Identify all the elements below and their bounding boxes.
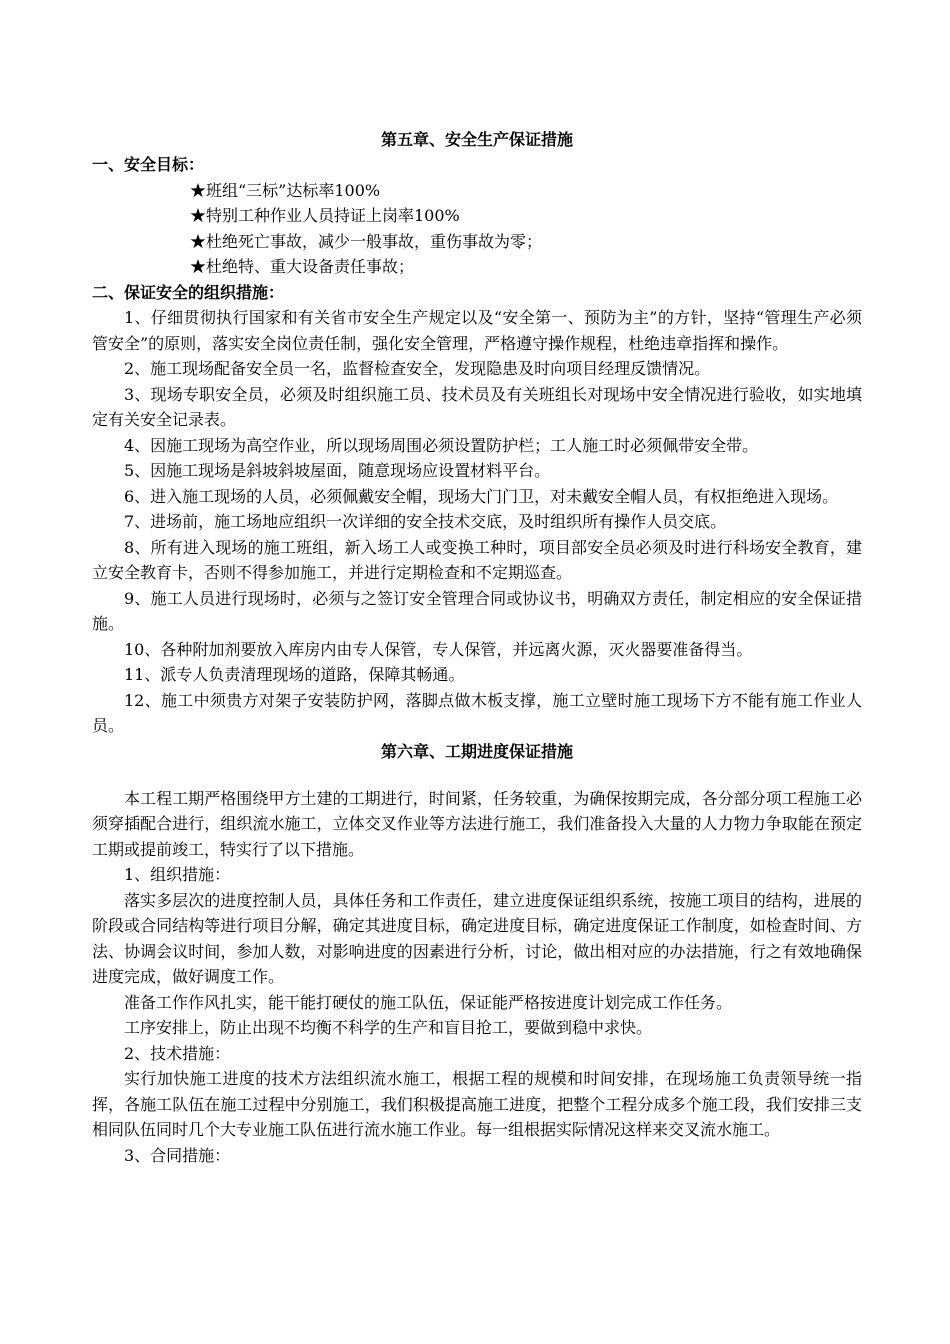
spacer (92, 764, 862, 786)
section-organization-measures-title: 二、保证安全的组织措施： (92, 282, 285, 302)
measure-item: 9、施工人员进行现场时，必须与之签订安全管理合同或协议书，明确双方责任，制定相应的安全保证措施。 (92, 588, 862, 633)
measure-item: 4、因施工现场为高空作业，所以现场周围必须设置防护栏；工人施工时必须佩带安全带。 (124, 435, 759, 455)
section-safety-targets-title: 一、安全目标： (92, 155, 205, 174)
target-item: ★杜绝死亡事故，减少一般事故，重伤事故为零； (190, 231, 543, 251)
measure-item: 10、各种附加剂要放入库房内由专人保管，专人保管，并远离火源，灭火器要准备得当。 (124, 639, 753, 659)
measure-item: 5、因施工现场是斜坡斜坡屋面，随意现场应设置材料平台。 (124, 461, 551, 480)
target-item: ★杜绝特、重大设备责任事故； (190, 257, 415, 276)
organization-paragraph: 工序安排上，防止出现不均衡不科学的生产和盲目抢工，要做到稳中求快。 (124, 1018, 653, 1037)
target-item: ★特别工种作业人员持证上岗率100% (190, 206, 460, 225)
measure-item: 8、所有进入现场的施工班组，新入场工人或变换工种时，项目部安全员必须及时进行科场安全教育，建立安全教育卡，否则不得参加施工，并进行定期检查和不定期巡查。 (92, 537, 862, 582)
organization-paragraph: 准备工作作风扎实，能干能打硬仗的施工队伍，保证能严格按进度计划完成工作任务。 (124, 992, 733, 1012)
measure-item: 12、施工中须贵方对架子安装防护网，落脚点做木板支撑，施工立壁时施工现场下方不能有施工作业人员。 (92, 690, 862, 735)
organization-measures-title: 1、组织措施： (124, 865, 231, 884)
contract-measures-title: 3、合同措施： (124, 1145, 231, 1165)
measure-item: 11、派专人负责清理现场的道路，保障其畅通。 (124, 665, 465, 684)
document-page (92, 127, 862, 1168)
measure-item: 2、施工现场配备安全员一名，监督检查安全，发现隐患及时向项目经理反馈情况。 (124, 359, 711, 378)
measure-item: 6、进入施工现场的人员，必须佩戴安全帽，现场大门门卫，对未戴安全帽人员，有权拒绝进入现场。 (124, 486, 839, 506)
target-item: ★班组“三标”达标率100% (190, 180, 381, 200)
organization-paragraph: 落实多层次的进度控制人员，具体任务和工作责任，建立进度保证组织系统，按施工项目的结构，进展的阶段或合同结构等进行项目分解，确定其进度目标，确定进度目标，确定进度保证工作制度，如检查时间、方法、协调会议时间，参加人数，对影响进度的因素进行分析，讨论，做出相对应的办法措施，行之有效地确保进度完成，做好调度工作。 (92, 890, 862, 986)
chapter-6-title: 第六章、工期进度保证措施 (380, 741, 573, 761)
technical-measures-title: 2、技术措施： (124, 1043, 231, 1063)
measure-item: 7、进场前，施工场地应组织一次详细的安全技术交底，及时组织所有操作人员交底。 (124, 512, 727, 531)
measure-item: 1、仔细贯彻执行国家和有关省市安全生产规定以及“安全第一、预防为主”的方针，坚持“管理生产必须管安全”的原则，落实安全岗位责任制，强化安全管理，严格遵守操作规程，杜绝违章指挥和操作。 (92, 308, 862, 353)
chapter-5-title: 第五章、安全生产保证措施 (380, 130, 573, 149)
technical-paragraph: 实行加快施工进度的技术方法组织流水施工，根据工程的规模和时间安排，在现场施工负责领导统一指挥，各施工队伍在施工过程中分别施工，我们积极提高施工进度，把整个工程分成多个施工段，我们安排三支相同队伍同时几个大专业施工队伍进行流水施工作业。每一组根据实际情况这样来交叉流水施工。 (92, 1069, 862, 1139)
chapter-6-intro: 本工程工期严格围绕甲方土建的工期进行，时间紧，任务较重，为确保按期完成，各分部分项工程施工必须穿插配合进行，组织流水施工，立体交叉作业等方法进行施工，我们准备投入大量的人力物力争取能在预定工期或提前竣工，特实行了以下措施。 (92, 788, 862, 859)
measure-item: 3、现场专职安全员，必须及时组织施工员、技术员及有关班组长对现场中安全情况进行验收，如实地填定有关安全记录表。 (92, 384, 862, 429)
